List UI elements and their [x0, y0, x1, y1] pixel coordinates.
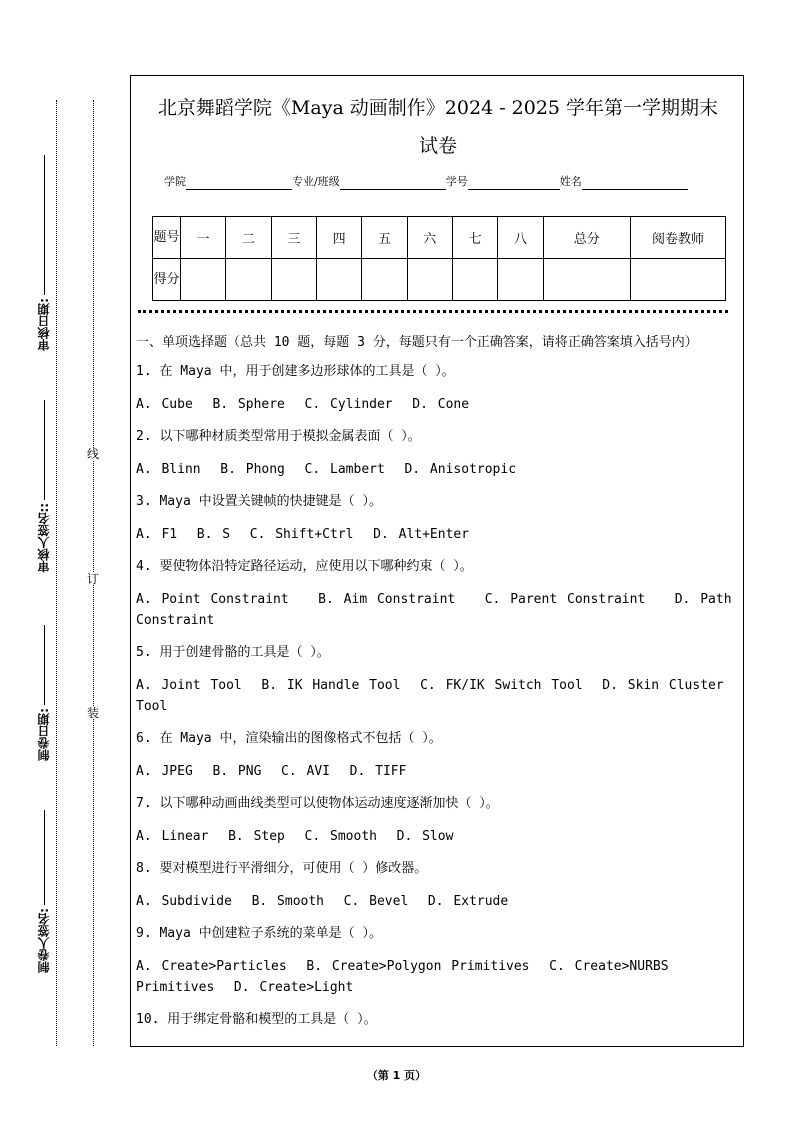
score-cell[interactable] [316, 259, 361, 301]
question-options: A. Blinn B. Phong C. Lambert D. Anisotropic [136, 462, 517, 477]
question-options: A. Linear B. Step C. Smooth D. Slow [136, 829, 454, 844]
name-label: 姓名 [559, 175, 582, 188]
major-label: 专业/班级 [292, 175, 340, 188]
score-col-4: 四 [316, 217, 361, 259]
question-text: 2. 以下哪种材质类型常用于模拟金属表面（ ）。 [136, 429, 421, 444]
score-cell[interactable] [271, 259, 316, 301]
question-text: 9. Maya 中创建粒子系统的菜单是（ ）。 [136, 926, 382, 941]
reviewer-sign-label: 审核人签名:: [37, 503, 51, 573]
score-col-3: 三 [271, 217, 316, 259]
question-options: A. JPEG B. PNG C. AVI D. TIFF [136, 764, 407, 779]
score-table-score-row [153, 259, 726, 301]
binding-dotted-line-outer [56, 100, 57, 1046]
exam-title [131, 89, 745, 165]
name-field[interactable] [582, 177, 688, 190]
binding-char-zhuang: 装 [87, 706, 100, 720]
exam-frame [130, 75, 744, 1047]
score-cell[interactable] [498, 259, 543, 301]
major-field[interactable] [340, 177, 446, 190]
question-options: A. Cube B. Sphere C. Cylinder D. Cone [136, 397, 470, 412]
score-cell[interactable] [181, 259, 226, 301]
score-col-7: 七 [452, 217, 497, 259]
score-cell[interactable] [362, 259, 407, 301]
binding-char-ding: 订 [87, 572, 100, 586]
student-id-field[interactable] [468, 177, 560, 190]
page-number: （第 1 页） [366, 1069, 427, 1082]
score-cell[interactable] [543, 259, 630, 301]
score-table-score-label: 得分 [153, 259, 181, 301]
maker-sign-blank [44, 810, 45, 905]
binding-char-line: 线 [87, 447, 100, 461]
section-heading: 一、单项选择题（总共 10 题，每题 3 分，每题只有一个正确答案，请将正确答案填入括号内） [136, 335, 698, 350]
score-col-1: 一 [181, 217, 226, 259]
exam-title-line2: 试卷 [418, 135, 457, 157]
student-id-label: 学号 [445, 175, 468, 188]
score-table-header-row [153, 217, 726, 259]
question-text: 5. 用于创建骨骼的工具是（ ）。 [136, 645, 330, 660]
score-col-grader: 阅卷教师 [631, 217, 726, 259]
question-options: A. Joint Tool B. IK Handle Tool C. FK/IK Switch Tool D. Skin Cluster Tool [136, 678, 734, 714]
score-cell[interactable] [407, 259, 452, 301]
make-date-label: 制卷日期: [37, 708, 51, 761]
score-cell[interactable] [452, 259, 497, 301]
question-section [136, 332, 740, 1042]
score-table [152, 216, 726, 301]
reviewer-sign-blank [44, 400, 45, 500]
score-col-5: 五 [362, 217, 407, 259]
college-label: 学院 [164, 175, 186, 188]
question-options: A. Create>Particles B. Create>Polygon Primitives C. Create>NURBS Primitives D. Create>Light [136, 959, 679, 995]
score-col-total: 总分 [543, 217, 630, 259]
question-text: 4. 要使物体沿特定路径运动，应使用以下哪种约束（ ）。 [136, 559, 473, 574]
student-info-row [164, 174, 724, 190]
score-col-2: 二 [226, 217, 271, 259]
review-date-label: 审核日期: [37, 298, 51, 351]
college-field[interactable] [186, 177, 292, 190]
score-cell[interactable] [631, 259, 726, 301]
score-cell[interactable] [226, 259, 271, 301]
question-text: 10. 用于绑定骨骼和模型的工具是（ ）。 [136, 1012, 377, 1027]
question-options: A. Point Constraint B. Aim Constraint C. Parent Constraint D. Path Constraint [136, 592, 742, 628]
question-options: A. Subdivide B. Smooth C. Bevel D. Extrude [136, 894, 509, 909]
header-dotted-separator [138, 310, 728, 313]
score-col-8: 八 [498, 217, 543, 259]
question-text: 6. 在 Maya 中，渲染输出的图像格式不包括（ ）。 [136, 731, 442, 746]
question-text: 7. 以下哪种动画曲线类型可以使物体运动速度逐渐加快（ ）。 [136, 796, 499, 811]
question-text: 8. 要对模型进行平滑细分，可使用（ ）修改器。 [136, 861, 428, 876]
score-table-header-label: 题号 [153, 217, 181, 259]
question-text: 3. Maya 中设置关键帧的快捷键是（ ）。 [136, 494, 382, 509]
question-text: 1. 在 Maya 中，用于创建多边形球体的工具是（ ）。 [136, 364, 455, 379]
exam-title-line1: 北京舞蹈学院《Maya 动画制作》2024 - 2025 学年第一学期期末 [157, 97, 719, 119]
review-date-blank [44, 155, 45, 295]
question-options: A. F1 B. S C. Shift+Ctrl D. Alt+Enter [136, 527, 470, 542]
maker-sign-label: 制卷人签名: [37, 908, 51, 973]
make-date-blank [44, 625, 45, 705]
score-col-6: 六 [407, 217, 452, 259]
